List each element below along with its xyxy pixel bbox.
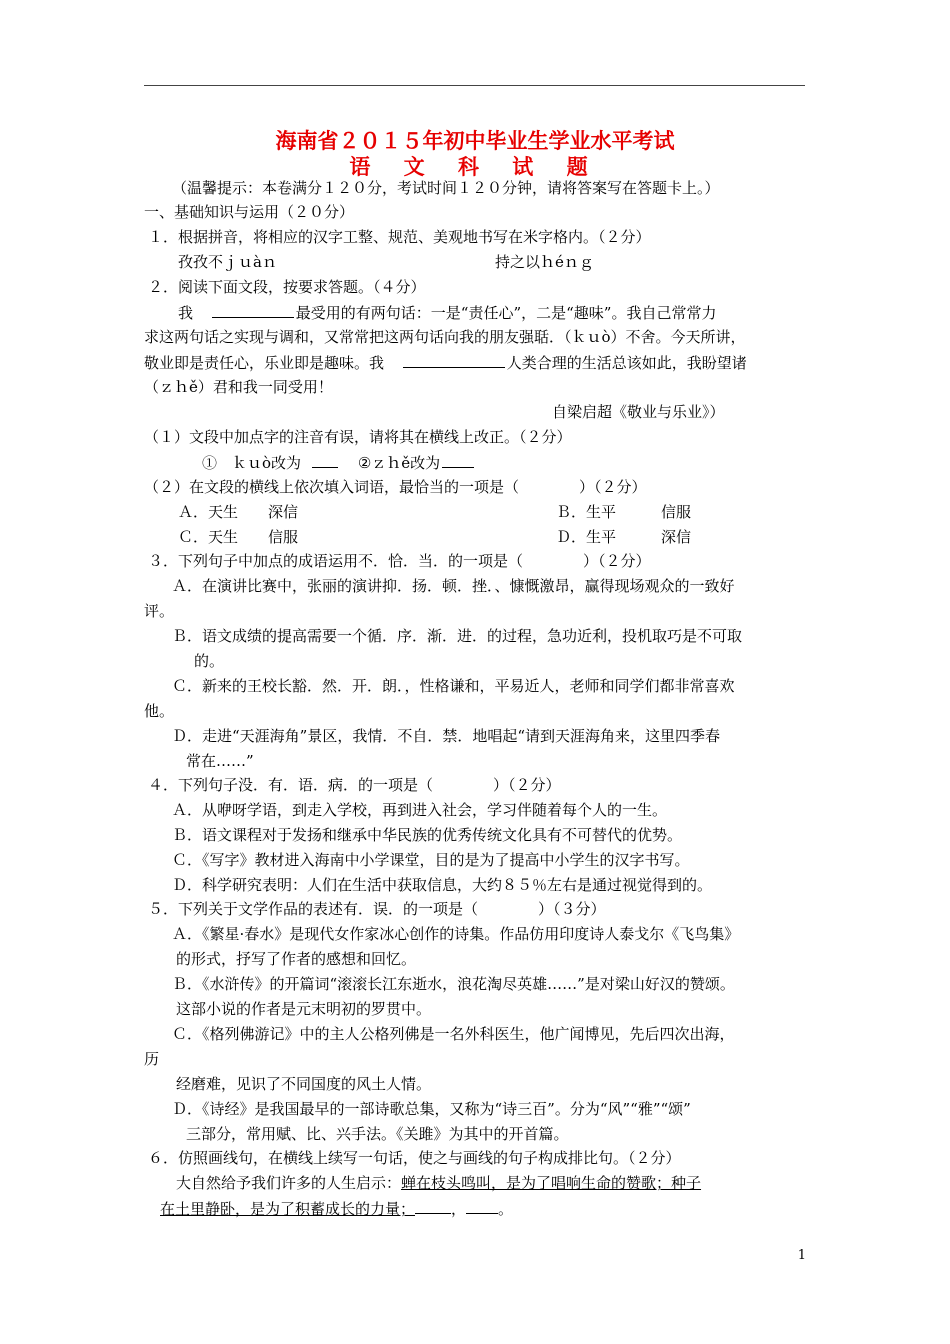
q5-option-c-line3: 经磨难，见识了不同国度的风土人情。 bbox=[176, 1075, 432, 1093]
q2-sub1: （１）文段中加点字的注音有误，请将其在横线上改正。（２分） bbox=[144, 428, 572, 446]
q5-option-c-line2: 历 bbox=[144, 1050, 160, 1068]
q2-p3b: 人类合理的生活总该如此，我盼望诸 bbox=[506, 354, 747, 372]
q4-option-c: Ｃ．《写字》教材进入海南中小学课堂，目的是为了提高中小学生的汉字书写。 bbox=[172, 851, 690, 869]
q3-option-b-line2: 的。 bbox=[194, 652, 225, 670]
q6-line2 bbox=[160, 1198, 513, 1219]
q2-sub1-answers bbox=[202, 452, 474, 473]
page-number: 1 bbox=[797, 1248, 806, 1263]
q6-stem: ６．仿照画线句，在横线上续写一句话，使之与画线的句子构成排比句。（２分） bbox=[148, 1149, 681, 1167]
q6-line1 bbox=[176, 1173, 701, 1193]
q5-option-c-line1: Ｃ．《格列佛游记》中的主人公格列佛是一名外科医生，他广闻博见，先后四次出海， bbox=[172, 1025, 735, 1043]
q2-para-line3 bbox=[144, 352, 747, 373]
q4-option-a: Ａ．从咿呀学语，到走入学校，再到进入社会，学习伴随着每个人的一生。 bbox=[172, 801, 668, 819]
q2-para-line4: （ｚｈě）君和我一同受用！ bbox=[144, 378, 333, 396]
q3-stem: ３．下列句子中加点的成语运用不．恰．当．的一项是（ ）（２分） bbox=[148, 552, 651, 570]
q2-option-b: Ｂ．生平 信服 bbox=[556, 503, 692, 521]
q3-option-d-line2: 常在……” bbox=[186, 752, 254, 770]
exam-title: 海南省２０１５年初中毕业生学业水平考试 bbox=[275, 129, 675, 153]
q2-source: 自梁启超《敬业与乐业》） bbox=[552, 403, 725, 421]
q2-sub1-blank-b bbox=[442, 452, 474, 468]
q6-underlined-2: 在土里静卧，是为了积蓄成长的力量； bbox=[160, 1200, 416, 1218]
q4-option-b: Ｂ．语文课程对于发扬和继承中华民族的优秀传统文化具有不可替代的优势。 bbox=[172, 826, 683, 844]
q5-option-d-line2: 三部分，常用赋、比、兴手法。《关雎》为其中的开首篇。 bbox=[186, 1125, 569, 1143]
q5-option-b-line2: 这部小说的作者是元末明初的罗贯中。 bbox=[176, 1000, 432, 1018]
q3-option-a-line1: Ａ．在演讲比赛中，张丽的演讲抑．扬．顿．挫．、慷慨激昂，赢得现场观众的一致好 bbox=[172, 577, 735, 595]
q4-option-d: Ｄ．科学研究表明：人们在生活中获取信息，大约８５％左右是通过视觉得到的。 bbox=[172, 876, 713, 894]
q1-item-a: 孜孜不ｊｕàｎ bbox=[178, 253, 277, 271]
q3-option-c-line1: Ｃ．新来的王校长豁．然．开．朗．，性格谦和，平易近人，老师和同学们都非常喜欢 bbox=[172, 677, 735, 695]
q2-sub2: （２）在文段的横线上依次填入词语，最恰当的一项是（ ）（２分） bbox=[144, 478, 647, 496]
q4-stem: ４．下列句子没．有．语．病．的一项是（ ）（２分） bbox=[148, 776, 561, 794]
q2-stem: ２．阅读下面文段，按要求答题。（４分） bbox=[148, 278, 426, 296]
q2-sub1-a: ① ｋｕò改为 bbox=[202, 454, 302, 472]
q3-option-d-line1: Ｄ．走进“天涯海角”景区，我情．不自．禁．地唱起“请到天涯海角来，这里四季春 bbox=[172, 727, 721, 745]
q2-p3a: 敬业即是责任心，乐业即是趣味。我 bbox=[144, 354, 385, 372]
header-rule bbox=[144, 85, 805, 86]
section-heading: 一、基础知识与运用（２０分） bbox=[144, 203, 355, 221]
q6-end: 。 bbox=[498, 1200, 514, 1218]
exam-notice: （温馨提示：本卷满分１２０分，考试时间１２０分钟，请将答案写在答题卡上。） bbox=[172, 179, 720, 197]
q2-option-a: Ａ．天生 深信 bbox=[178, 503, 299, 521]
q5-stem: ５．下列关于文学作品的表述有．误．的一项是（ ）（３分） bbox=[148, 900, 606, 918]
q2-sub1-b: ②ｚｈě改为 bbox=[357, 454, 441, 472]
q3-option-b-line1: Ｂ．语文成绩的提高需要一个循．序．渐．进．的过程，急功近利，投机取巧是不可取 bbox=[172, 627, 743, 645]
q6-blank-2 bbox=[466, 1198, 498, 1214]
q2-para-line2: 求这两句话之实现与调和，又常常把这两句话向我的朋友强聒．（ｋｕò）不舍。今天所讲， bbox=[144, 328, 746, 346]
q2-option-c: Ｃ．天生 信服 bbox=[178, 528, 299, 546]
q2-option-d: Ｄ．生平 深信 bbox=[556, 528, 692, 546]
q1-item-b: 持之以ｈéｎｇ bbox=[495, 253, 594, 271]
q1-stem: １．根据拼音，将相应的汉字工整、规范、美观地书写在米字格内。（２分） bbox=[148, 228, 651, 246]
q2-sub1-blank-a bbox=[312, 452, 338, 468]
q6-comma: ， bbox=[451, 1200, 467, 1218]
q2-blank-1 bbox=[212, 302, 294, 318]
q3-option-a-line2: 评。 bbox=[144, 602, 175, 620]
q2-blank-2 bbox=[403, 352, 505, 368]
q5-option-a-line2: 的形式，抒写了作者的感想和回忆。 bbox=[176, 950, 417, 968]
q5-option-d-line1: Ｄ．《诗经》是我国最早的一部诗歌总集，又称为“诗三百”。分为“风”“雅”“颂” bbox=[172, 1100, 691, 1118]
q6-lead: 大自然给予我们许多的人生启示： bbox=[176, 1174, 402, 1192]
q2-p1a: 我 bbox=[178, 304, 194, 322]
q3-option-c-line2: 他。 bbox=[144, 702, 175, 720]
q5-option-b-line1: Ｂ．《水浒传》的开篇词“滚滚长江东逝水，浪花淘尽英雄……”是对梁山好汉的赞颂。 bbox=[172, 975, 735, 993]
q2-p1b: 最受用的有两句话：一是“责任心”，二是“趣味”。我自己常常力 bbox=[295, 304, 717, 322]
q5-option-a-line1: Ａ．《繁星·春水》是现代女作家冰心创作的诗集。作品仿用印度诗人泰戈尔《飞鸟集》 bbox=[172, 925, 740, 943]
q6-blank-1 bbox=[415, 1198, 451, 1214]
q6-underlined-1: 蝉在枝头鸣叫，是为了唱响生命的赞歌；种子 bbox=[401, 1174, 702, 1192]
exam-subtitle: 语 文 科 试 题 bbox=[349, 155, 601, 179]
q2-para-line1 bbox=[178, 302, 716, 323]
